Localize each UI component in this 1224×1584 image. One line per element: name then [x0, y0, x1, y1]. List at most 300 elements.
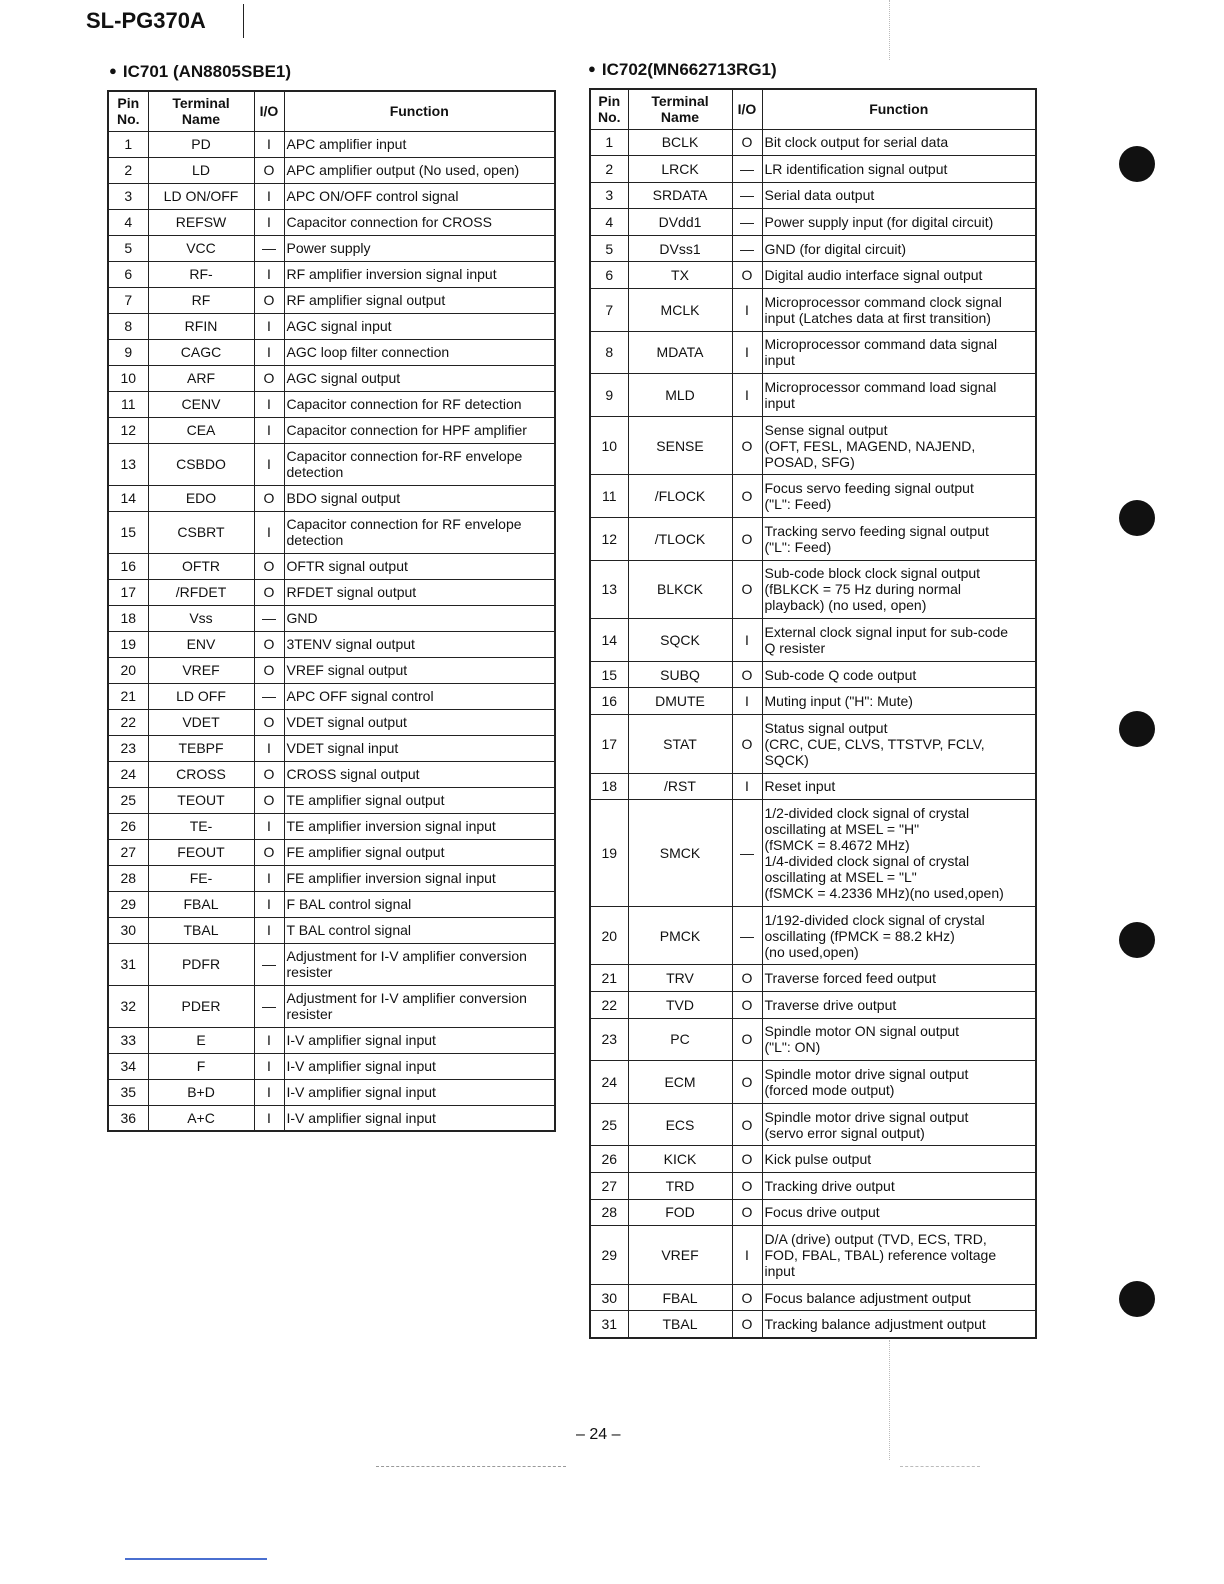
table-row — [108, 735, 555, 761]
terminal-name-cell: B+D — [148, 1079, 254, 1105]
function-cell: FE amplifier signal output — [284, 839, 555, 865]
binder-hole-marker — [1119, 500, 1155, 536]
table-row — [108, 511, 555, 553]
footer-blue-rule — [125, 1558, 267, 1560]
table-row — [108, 183, 555, 209]
pin-number-cell: 31 — [108, 943, 148, 985]
table-row — [108, 131, 555, 157]
function-cell: Power supply input (for digital circuit) — [762, 209, 1036, 236]
terminal-name-cell: PMCK — [628, 906, 732, 965]
io-cell: I — [254, 865, 284, 891]
function-cell: RF amplifier signal output — [284, 287, 555, 313]
function-cell: Traverse drive output — [762, 991, 1036, 1018]
ic701-pin-table — [107, 90, 556, 1132]
io-cell: I — [254, 261, 284, 287]
table-row — [590, 156, 1036, 183]
table-row — [108, 553, 555, 579]
table-row — [108, 709, 555, 735]
title-divider — [243, 4, 244, 38]
terminal-name-cell: MDATA — [628, 331, 732, 374]
function-cell: Sub-code block clock signal output (fBLKCK = 75 Hz during normal playback) (no used, open) — [762, 560, 1036, 619]
io-cell: O — [254, 631, 284, 657]
function-cell: VDET signal input — [284, 735, 555, 761]
pin-number-cell: 26 — [108, 813, 148, 839]
io-cell: O — [254, 787, 284, 813]
pin-number-cell: 29 — [590, 1226, 628, 1285]
terminal-name-cell: PDFR — [148, 943, 254, 985]
io-cell: I — [732, 289, 762, 332]
terminal-name-cell: VCC — [148, 235, 254, 261]
pin-number-cell: 14 — [590, 619, 628, 662]
pin-number-cell: 4 — [108, 209, 148, 235]
table-row — [590, 661, 1036, 688]
pin-number-cell: 33 — [108, 1027, 148, 1053]
table-row — [590, 209, 1036, 236]
function-cell: Sense signal output (OFT, FESL, MAGEND, NAJEND, POSAD, SFG) — [762, 416, 1036, 475]
pin-number-cell: 5 — [590, 235, 628, 262]
binder-hole-marker — [1119, 146, 1155, 182]
pin-number-cell: 1 — [108, 131, 148, 157]
function-cell: Spindle motor drive signal output (servo error signal output) — [762, 1103, 1036, 1146]
terminal-name-cell: F — [148, 1053, 254, 1079]
io-cell: I — [732, 773, 762, 800]
pin-number-cell: 3 — [590, 182, 628, 209]
pin-number-cell: 9 — [108, 339, 148, 365]
terminal-name-cell: SENSE — [628, 416, 732, 475]
function-cell: FE amplifier inversion signal input — [284, 865, 555, 891]
function-cell: Focus servo feeding signal output ("L": Feed) — [762, 475, 1036, 518]
pin-number-cell: 31 — [590, 1311, 628, 1338]
table-row — [590, 965, 1036, 992]
pin-number-cell: 25 — [590, 1103, 628, 1146]
header-pin-no: Pin No. — [590, 89, 628, 129]
table-row — [108, 1079, 555, 1105]
table-row — [590, 688, 1036, 715]
pin-number-cell: 21 — [108, 683, 148, 709]
table-row — [108, 287, 555, 313]
io-cell: — — [254, 943, 284, 985]
pin-number-cell: 6 — [590, 262, 628, 289]
function-cell: T BAL control signal — [284, 917, 555, 943]
table-row — [108, 813, 555, 839]
pin-number-cell: 24 — [590, 1061, 628, 1104]
function-cell: Tracking balance adjustment output — [762, 1311, 1036, 1338]
terminal-name-cell: SUBQ — [628, 661, 732, 688]
function-cell: Serial data output — [762, 182, 1036, 209]
io-cell: I — [254, 313, 284, 339]
terminal-name-cell: ENV — [148, 631, 254, 657]
function-cell: CROSS signal output — [284, 761, 555, 787]
io-cell: O — [732, 661, 762, 688]
pin-number-cell: 26 — [590, 1146, 628, 1173]
pin-number-cell: 5 — [108, 235, 148, 261]
terminal-name-cell: VREF — [628, 1226, 732, 1285]
terminal-name-cell: TBAL — [628, 1311, 732, 1338]
io-cell: O — [732, 1172, 762, 1199]
io-cell: I — [732, 619, 762, 662]
table-row — [108, 485, 555, 511]
pin-number-cell: 13 — [590, 560, 628, 619]
function-cell: VDET signal output — [284, 709, 555, 735]
function-cell: Capacitor connection for RF envelope detection — [284, 511, 555, 553]
pin-number-cell: 30 — [590, 1284, 628, 1311]
table-row — [590, 518, 1036, 561]
io-cell: O — [732, 262, 762, 289]
function-cell: BDO signal output — [284, 485, 555, 511]
pin-number-cell: 30 — [108, 917, 148, 943]
terminal-name-cell: TEBPF — [148, 735, 254, 761]
io-cell: O — [732, 1284, 762, 1311]
io-cell: I — [254, 443, 284, 485]
pin-number-cell: 1 — [590, 129, 628, 156]
ic702-heading — [588, 60, 777, 80]
terminal-name-cell: BLKCK — [628, 560, 732, 619]
terminal-name-cell: SRDATA — [628, 182, 732, 209]
bullet-icon: ● — [109, 63, 117, 78]
table-row — [108, 313, 555, 339]
header-terminal-name: Terminal Name — [628, 89, 732, 129]
table-row — [590, 1061, 1036, 1104]
terminal-name-cell: E — [148, 1027, 254, 1053]
table-row — [590, 715, 1036, 774]
terminal-name-cell: REFSW — [148, 209, 254, 235]
io-cell: O — [732, 1199, 762, 1226]
io-cell: O — [254, 579, 284, 605]
pin-number-cell: 11 — [108, 391, 148, 417]
io-cell: O — [732, 518, 762, 561]
io-cell: — — [254, 235, 284, 261]
io-cell: O — [254, 761, 284, 787]
function-cell: Spindle motor ON signal output ("L": ON) — [762, 1018, 1036, 1061]
terminal-name-cell: TRV — [628, 965, 732, 992]
table-row — [590, 262, 1036, 289]
io-cell: I — [254, 1079, 284, 1105]
pin-number-cell: 20 — [590, 906, 628, 965]
table-row — [590, 619, 1036, 662]
terminal-name-cell: TVD — [628, 991, 732, 1018]
table-row — [590, 374, 1036, 417]
io-cell: O — [254, 365, 284, 391]
io-cell: I — [732, 374, 762, 417]
function-cell: I-V amplifier signal input — [284, 1053, 555, 1079]
pin-number-cell: 20 — [108, 657, 148, 683]
table-row — [108, 1105, 555, 1131]
terminal-name-cell: LRCK — [628, 156, 732, 183]
pin-number-cell: 23 — [108, 735, 148, 761]
pin-number-cell: 34 — [108, 1053, 148, 1079]
table-row — [108, 235, 555, 261]
pin-number-cell: 9 — [590, 374, 628, 417]
io-cell: O — [732, 1018, 762, 1061]
io-cell: O — [254, 485, 284, 511]
io-cell: I — [254, 1053, 284, 1079]
io-cell: I — [254, 183, 284, 209]
table-row — [108, 631, 555, 657]
pin-number-cell: 22 — [590, 991, 628, 1018]
function-cell: I-V amplifier signal input — [284, 1105, 555, 1131]
table-row — [108, 157, 555, 183]
pin-number-cell: 3 — [108, 183, 148, 209]
table-row — [590, 416, 1036, 475]
pin-number-cell: 28 — [590, 1199, 628, 1226]
margin-dotted-line — [889, 0, 891, 60]
terminal-name-cell: /TLOCK — [628, 518, 732, 561]
io-cell: O — [254, 839, 284, 865]
function-cell: Adjustment for I-V amplifier conversion resister — [284, 985, 555, 1027]
io-cell: O — [732, 991, 762, 1018]
terminal-name-cell: MCLK — [628, 289, 732, 332]
function-cell: 1/192-divided clock signal of crystal oscillating (fPMCK = 88.2 kHz) (no used,open) — [762, 906, 1036, 965]
terminal-name-cell: PD — [148, 131, 254, 157]
pin-number-cell: 11 — [590, 475, 628, 518]
table-row — [108, 943, 555, 985]
ic702-pin-table — [589, 88, 1037, 1339]
io-cell: — — [254, 605, 284, 631]
terminal-name-cell: DMUTE — [628, 688, 732, 715]
io-cell: — — [732, 156, 762, 183]
pin-number-cell: 15 — [590, 661, 628, 688]
binder-hole-marker — [1119, 1281, 1155, 1317]
function-cell: Bit clock output for serial data — [762, 129, 1036, 156]
function-cell: OFTR signal output — [284, 553, 555, 579]
table-row — [108, 261, 555, 287]
io-cell: O — [254, 709, 284, 735]
table-row — [590, 560, 1036, 619]
function-cell: Traverse forced feed output — [762, 965, 1036, 992]
terminal-name-cell: LD OFF — [148, 683, 254, 709]
pin-number-cell: 24 — [108, 761, 148, 787]
terminal-name-cell: PC — [628, 1018, 732, 1061]
table-row — [590, 475, 1036, 518]
io-cell: O — [732, 1061, 762, 1104]
pin-number-cell: 36 — [108, 1105, 148, 1131]
table-row — [108, 339, 555, 365]
pin-number-cell: 22 — [108, 709, 148, 735]
pin-number-cell: 16 — [590, 688, 628, 715]
function-cell: Focus drive output — [762, 1199, 1036, 1226]
function-cell: Reset input — [762, 773, 1036, 800]
table-row — [590, 906, 1036, 965]
io-cell: O — [732, 560, 762, 619]
function-cell: Capacitor connection for RF detection — [284, 391, 555, 417]
io-cell: I — [254, 417, 284, 443]
terminal-name-cell: ECM — [628, 1061, 732, 1104]
terminal-name-cell: TBAL — [148, 917, 254, 943]
function-cell: Microprocessor command clock signal input (Latches data at first transition) — [762, 289, 1036, 332]
header-function: Function — [762, 89, 1036, 129]
pin-number-cell: 35 — [108, 1079, 148, 1105]
terminal-name-cell: TE- — [148, 813, 254, 839]
table-row — [108, 209, 555, 235]
table-row — [108, 579, 555, 605]
pin-number-cell: 2 — [108, 157, 148, 183]
header-io: I/O — [732, 89, 762, 129]
pin-number-cell: 23 — [590, 1018, 628, 1061]
terminal-name-cell: LD — [148, 157, 254, 183]
function-cell: Capacitor connection for-RF envelope detection — [284, 443, 555, 485]
table-row — [590, 991, 1036, 1018]
footer-rule — [900, 1466, 980, 1467]
function-cell: Capacitor connection for HPF amplifier — [284, 417, 555, 443]
terminal-name-cell: ECS — [628, 1103, 732, 1146]
document-title: SL-PG370A — [86, 8, 206, 33]
binder-hole-marker — [1119, 922, 1155, 958]
terminal-name-cell: TEOUT — [148, 787, 254, 813]
function-cell: RFDET signal output — [284, 579, 555, 605]
margin-dotted-line — [889, 1340, 891, 1460]
pin-number-cell: 27 — [108, 839, 148, 865]
table-row — [108, 787, 555, 813]
table-row — [590, 182, 1036, 209]
terminal-name-cell: OFTR — [148, 553, 254, 579]
io-cell: O — [732, 715, 762, 774]
table-row — [108, 683, 555, 709]
terminal-name-cell: FE- — [148, 865, 254, 891]
terminal-name-cell: KICK — [628, 1146, 732, 1173]
io-cell: I — [254, 917, 284, 943]
terminal-name-cell: Vss — [148, 605, 254, 631]
terminal-name-cell: FBAL — [628, 1284, 732, 1311]
function-cell: 3TENV signal output — [284, 631, 555, 657]
pin-number-cell: 12 — [590, 518, 628, 561]
pin-number-cell: 7 — [108, 287, 148, 313]
pin-number-cell: 10 — [108, 365, 148, 391]
function-cell: Sub-code Q code output — [762, 661, 1036, 688]
terminal-name-cell: PDER — [148, 985, 254, 1027]
function-cell: Muting input ("H": Mute) — [762, 688, 1036, 715]
table-row — [108, 391, 555, 417]
function-cell: 1/2-divided clock signal of crystal oscillating at MSEL = "H" (fSMCK = 8.4672 MHz) 1/4-divided clock signal of crystal oscillating at MSEL = "L" (fSMCK = 4.2336 MHz)(no used,open) — [762, 800, 1036, 907]
terminal-name-cell: DVss1 — [628, 235, 732, 262]
terminal-name-cell: CSBRT — [148, 511, 254, 553]
io-cell: O — [732, 1311, 762, 1338]
pin-number-cell: 6 — [108, 261, 148, 287]
function-cell: Digital audio interface signal output — [762, 262, 1036, 289]
terminal-name-cell: TX — [628, 262, 732, 289]
terminal-name-cell: DVdd1 — [628, 209, 732, 236]
function-cell: Spindle motor drive signal output (forced mode output) — [762, 1061, 1036, 1104]
function-cell: Adjustment for I-V amplifier conversion resister — [284, 943, 555, 985]
table-row — [108, 657, 555, 683]
pin-number-cell: 25 — [108, 787, 148, 813]
io-cell: O — [732, 475, 762, 518]
function-cell: I-V amplifier signal input — [284, 1027, 555, 1053]
function-cell: D/A (drive) output (TVD, ECS, TRD, FOD, FBAL, TBAL) reference voltage input — [762, 1226, 1036, 1285]
table-row — [590, 1103, 1036, 1146]
pin-number-cell: 7 — [590, 289, 628, 332]
table-row — [590, 1018, 1036, 1061]
terminal-name-cell: VDET — [148, 709, 254, 735]
table-row — [108, 891, 555, 917]
table-row — [108, 917, 555, 943]
header-function: Function — [284, 91, 555, 131]
pin-number-cell: 16 — [108, 553, 148, 579]
io-cell: I — [254, 209, 284, 235]
table-row — [590, 129, 1036, 156]
terminal-name-cell: LD ON/OFF — [148, 183, 254, 209]
io-cell: O — [254, 553, 284, 579]
pin-number-cell: 17 — [590, 715, 628, 774]
io-cell: — — [254, 683, 284, 709]
pin-number-cell: 19 — [108, 631, 148, 657]
pin-number-cell: 18 — [590, 773, 628, 800]
table-row — [590, 235, 1036, 262]
io-cell: O — [732, 1103, 762, 1146]
function-cell: Kick pulse output — [762, 1146, 1036, 1173]
function-cell: GND (for digital circuit) — [762, 235, 1036, 262]
io-cell: — — [732, 906, 762, 965]
io-cell: — — [732, 800, 762, 907]
io-cell: I — [254, 1027, 284, 1053]
terminal-name-cell: TRD — [628, 1172, 732, 1199]
header-terminal-name: Terminal Name — [148, 91, 254, 131]
function-cell: AGC signal output — [284, 365, 555, 391]
ic701-title: IC701 (AN8805SBE1) — [122, 62, 292, 81]
pin-number-cell: 12 — [108, 417, 148, 443]
function-cell: Tracking servo feeding signal output ("L": Feed) — [762, 518, 1036, 561]
table-row — [108, 985, 555, 1027]
pin-number-cell: 19 — [590, 800, 628, 907]
terminal-name-cell: FEOUT — [148, 839, 254, 865]
terminal-name-cell: SMCK — [628, 800, 732, 907]
terminal-name-cell: CROSS — [148, 761, 254, 787]
pin-number-cell: 29 — [108, 891, 148, 917]
table-row — [108, 365, 555, 391]
terminal-name-cell: BCLK — [628, 129, 732, 156]
function-cell: GND — [284, 605, 555, 631]
table-row — [590, 1172, 1036, 1199]
terminal-name-cell: RF — [148, 287, 254, 313]
page-number: – 24 – — [576, 1426, 621, 1443]
terminal-name-cell: ARF — [148, 365, 254, 391]
io-cell: O — [732, 1146, 762, 1173]
function-cell: RF amplifier inversion signal input — [284, 261, 555, 287]
function-cell: Focus balance adjustment output — [762, 1284, 1036, 1311]
function-cell: Microprocessor command data signal input — [762, 331, 1036, 374]
pin-number-cell: 18 — [108, 605, 148, 631]
table-row — [590, 800, 1036, 907]
table-row — [108, 839, 555, 865]
terminal-name-cell: RFIN — [148, 313, 254, 339]
io-cell: I — [732, 688, 762, 715]
table-row — [108, 1027, 555, 1053]
function-cell: Status signal output (CRC, CUE, CLVS, TTSTVP, FCLV, SQCK) — [762, 715, 1036, 774]
terminal-name-cell: FOD — [628, 1199, 732, 1226]
terminal-name-cell: MLD — [628, 374, 732, 417]
pin-number-cell: 15 — [108, 511, 148, 553]
function-cell: TE amplifier inversion signal input — [284, 813, 555, 839]
header-pin-no: Pin No. — [108, 91, 148, 131]
table-row — [590, 289, 1036, 332]
io-cell: I — [254, 131, 284, 157]
io-cell: — — [254, 985, 284, 1027]
table-row — [590, 1199, 1036, 1226]
io-cell: I — [254, 391, 284, 417]
function-cell: TE amplifier signal output — [284, 787, 555, 813]
io-cell: I — [254, 735, 284, 761]
function-cell: I-V amplifier signal input — [284, 1079, 555, 1105]
terminal-name-cell: CAGC — [148, 339, 254, 365]
table-row — [590, 331, 1036, 374]
terminal-name-cell: STAT — [628, 715, 732, 774]
terminal-name-cell: CSBDO — [148, 443, 254, 485]
pin-number-cell: 4 — [590, 209, 628, 236]
io-cell: O — [254, 157, 284, 183]
table-row — [108, 605, 555, 631]
function-cell: Capacitor connection for CROSS — [284, 209, 555, 235]
bullet-icon: ● — [588, 61, 596, 76]
function-cell: VREF signal output — [284, 657, 555, 683]
